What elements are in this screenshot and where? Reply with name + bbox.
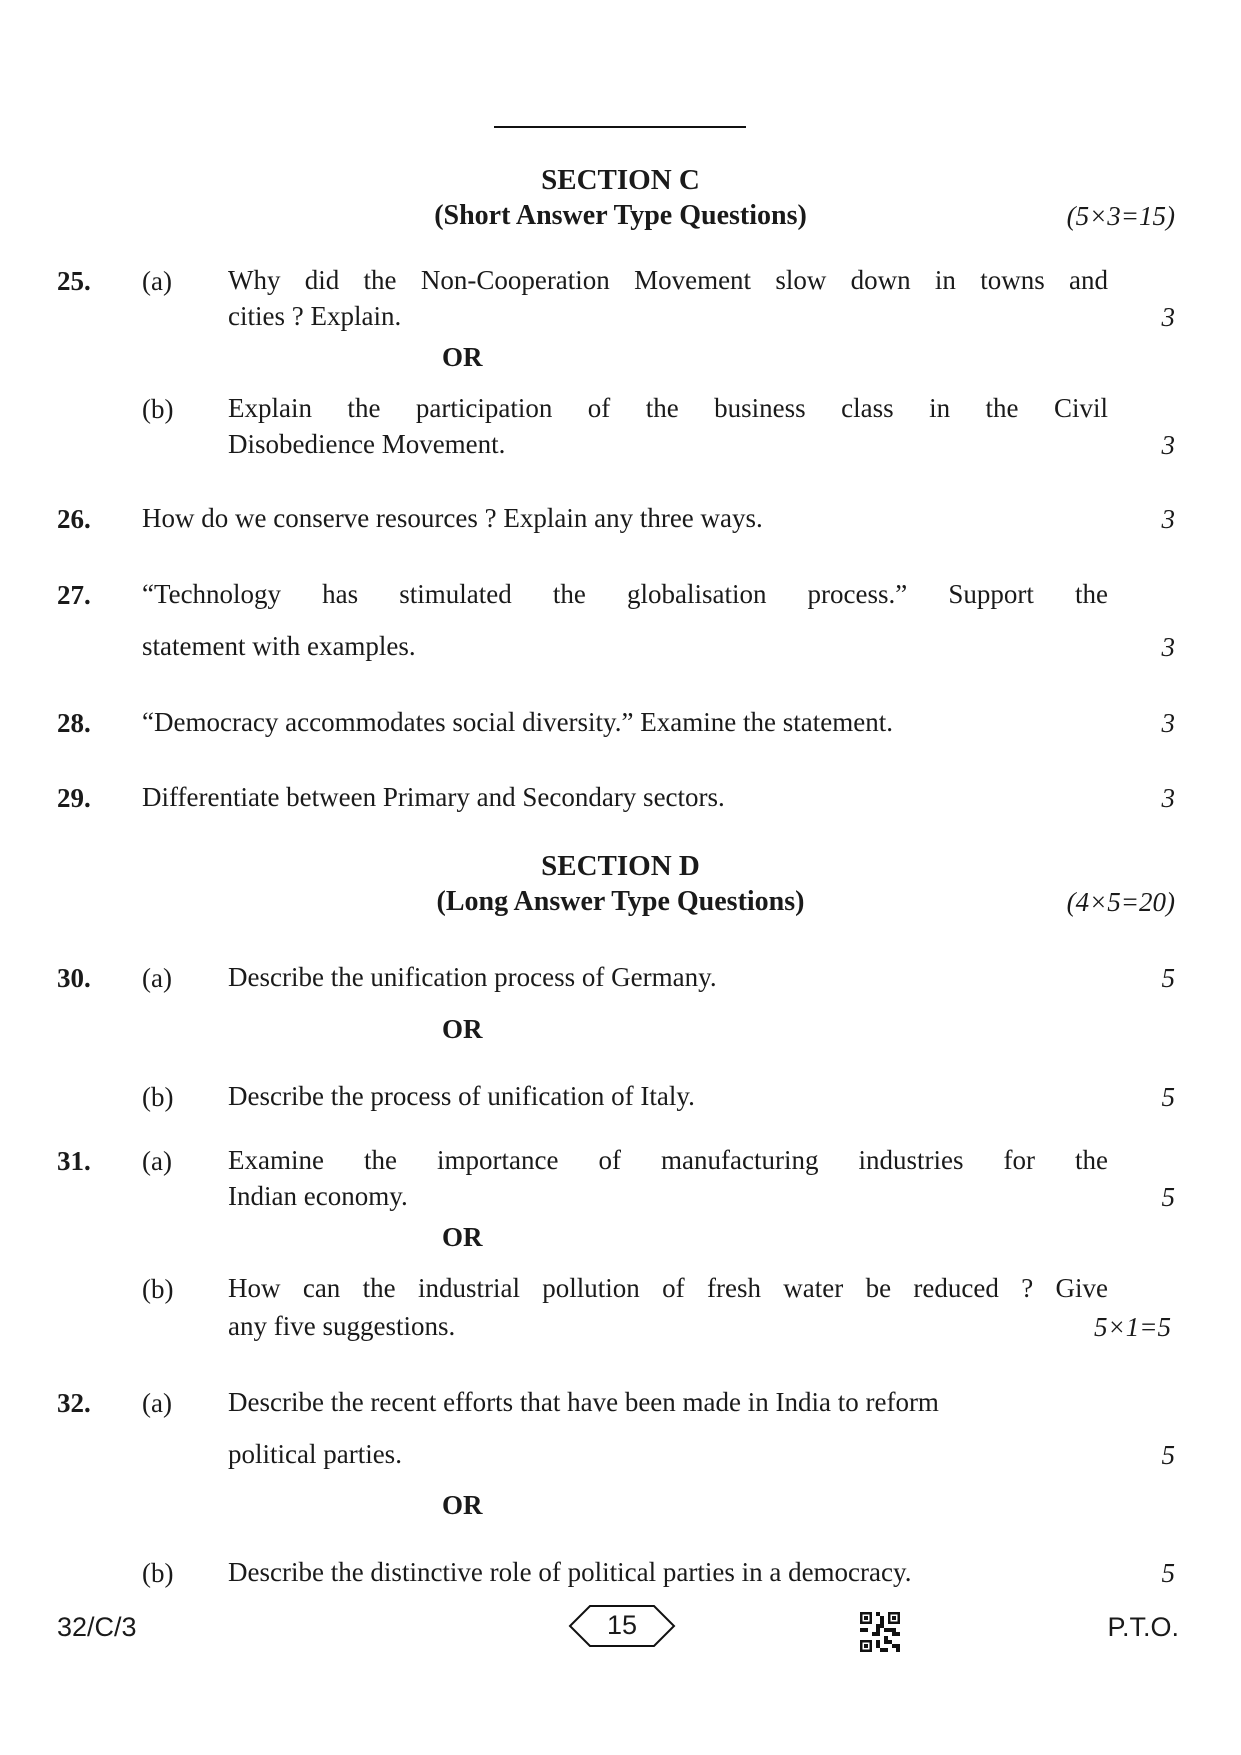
q31-b-label: (b) — [142, 1274, 174, 1304]
q26-text: How do we conserve resources ? Explain any three ways. — [142, 503, 763, 533]
qr-code-icon — [860, 1612, 900, 1652]
q32-a-marks: 5 — [1161, 1440, 1175, 1470]
q30-a-label: (a) — [142, 963, 172, 993]
q29-marks: 3 — [1161, 783, 1175, 813]
q29-text: Differentiate between Primary and Secondary sectors. — [142, 782, 725, 812]
q32-a-label: (a) — [142, 1388, 172, 1418]
q27-line2: statement with examples. — [142, 631, 416, 661]
q25-a-label: (a) — [142, 266, 172, 296]
section-c-subtitle: (Short Answer Type Questions) — [434, 200, 807, 231]
q32-b-text: Describe the distinctive role of political parties in a democracy. — [228, 1557, 912, 1587]
q25-b-line2: Disobedience Movement. — [228, 429, 506, 459]
q31-number: 31. — [57, 1146, 91, 1176]
q32-a-line2: political parties. — [228, 1439, 402, 1469]
q26-number: 26. — [57, 504, 91, 534]
section-c-title: SECTION C — [541, 164, 700, 196]
q31-a-line2: Indian economy. — [228, 1181, 408, 1211]
top-rule — [494, 126, 746, 128]
q31-b-line2: any five suggestions. — [228, 1311, 456, 1341]
q31-a-line1: Examine the importance of manufacturing industries for the — [228, 1145, 1108, 1175]
q27-line1: “Technology has stimulated the globalisation process.” Support the — [142, 579, 1108, 609]
pto-label: P.T.O. — [1107, 1612, 1179, 1642]
page-number-badge — [568, 1604, 676, 1648]
section-d-marks: (4×5=20) — [1066, 887, 1175, 917]
q25-b-line1: Explain the participation of the business class in the Civil — [228, 393, 1108, 423]
q30-b-label: (b) — [142, 1082, 174, 1112]
q32-number: 32. — [57, 1388, 91, 1418]
q31-b-line1: How can the industrial pollution of fresh water be reduced ? Give — [228, 1273, 1108, 1303]
q31-a-label: (a) — [142, 1146, 172, 1176]
q31-or: OR — [442, 1222, 483, 1252]
q30-b-marks: 5 — [1161, 1082, 1175, 1112]
q28-number: 28. — [57, 708, 91, 738]
q30-or: OR — [442, 1014, 483, 1044]
q28-text: “Democracy accommodates social diversity.” Examine the statement. — [142, 707, 893, 737]
section-d-title: SECTION D — [541, 850, 700, 882]
q31-a-marks: 5 — [1161, 1182, 1175, 1212]
page-number: 15 — [606, 1610, 638, 1640]
q32-or: OR — [442, 1490, 483, 1520]
q26-marks: 3 — [1161, 504, 1175, 534]
q25-a-line1: Why did the Non-Cooperation Movement slow down in towns and — [228, 265, 1108, 295]
q28-marks: 3 — [1161, 708, 1175, 738]
q32-b-marks: 5 — [1161, 1558, 1175, 1588]
q30-b-text: Describe the process of unification of Italy. — [228, 1081, 695, 1111]
q25-or: OR — [442, 342, 483, 372]
paper-code: 32/C/3 — [57, 1612, 137, 1642]
q31-b-marks: 5×1=5 — [1094, 1312, 1171, 1342]
q32-b-label: (b) — [142, 1558, 174, 1588]
q29-number: 29. — [57, 783, 91, 813]
section-c-marks: (5×3=15) — [1066, 201, 1175, 231]
q30-a-marks: 5 — [1161, 963, 1175, 993]
q25-a-marks: 3 — [1161, 302, 1175, 332]
q30-number: 30. — [57, 963, 91, 993]
q25-number: 25. — [57, 266, 91, 296]
q25-b-marks: 3 — [1161, 430, 1175, 460]
q32-a-line1: Describe the recent efforts that have been made in India to reform — [228, 1387, 939, 1417]
q27-number: 27. — [57, 580, 91, 610]
q25-b-label: (b) — [142, 394, 174, 424]
q30-a-text: Describe the unification process of Germany. — [228, 962, 717, 992]
section-d-subtitle: (Long Answer Type Questions) — [436, 886, 805, 917]
q25-a-line2: cities ? Explain. — [228, 301, 402, 331]
q27-marks: 3 — [1161, 632, 1175, 662]
